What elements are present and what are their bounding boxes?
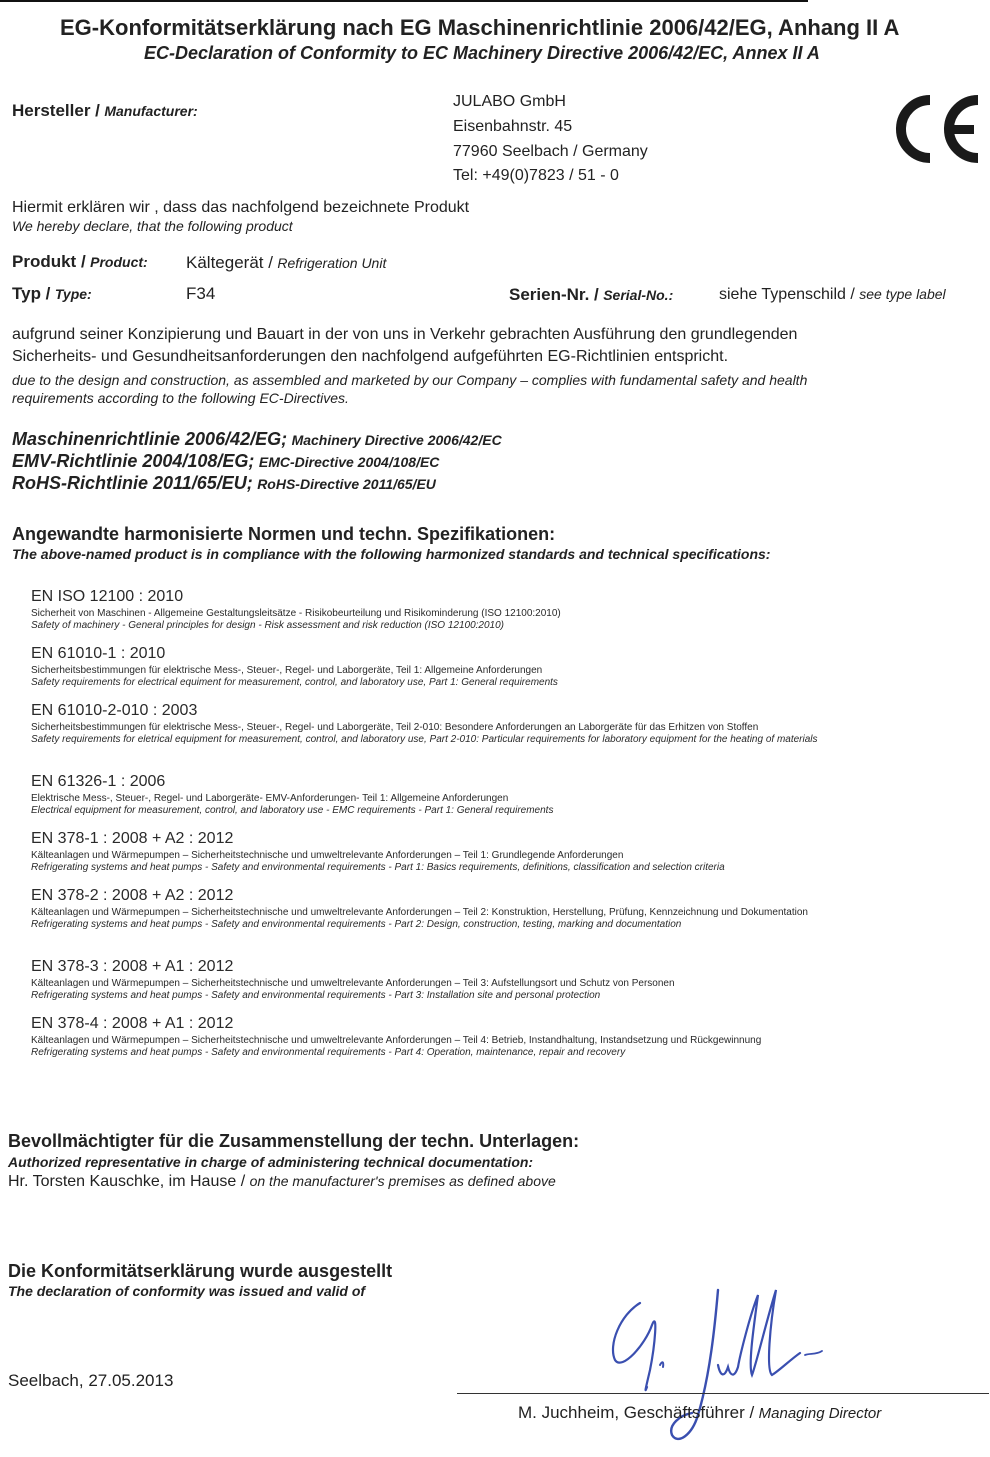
- standard-title-german: Kälteanlagen und Wärmepumpen – Sicherheitstechnische und umweltrelevante Anforderungen – Teil 4: Betrieb, Instandhaltung, Instandsetzung und Rückgewinnung: [31, 1035, 762, 1046]
- manufacturer-street: Eisenbahnstr. 45: [453, 118, 573, 135]
- standard-title-english: Safety requirements for electrical equiment for measurement, control, and laboratory use, Part 1: General requirements: [31, 677, 558, 688]
- standard-code: EN 378-2 : 2008 + A2 : 2012: [31, 887, 234, 904]
- standard-code: EN 61010-2-010 : 2003: [31, 702, 198, 719]
- ce-mark-icon: [890, 92, 982, 166]
- top-rule: [0, 0, 808, 2]
- standard-title-german: Elektrische Mess-, Steuer-, Regel- und Laborgeräte- EMV-Anforderungen- Teil 1: Allgemeine Anforderungen: [31, 793, 509, 804]
- manufacturer-tel: Tel: +49(0)7823 / 51 - 0: [453, 167, 619, 184]
- standard-title-german: Sicherheitsbestimmungen für elektrische Mess-, Steuer-, Regel- und Laborgeräte, Teil 2-010: Besondere Anforderungen an Laborgeräte für das Erhitzen von Stoffen: [31, 722, 759, 733]
- standard-code: EN ISO 12100 : 2010: [31, 588, 184, 605]
- standard-title-german: Kälteanlagen und Wärmepumpen – Sicherheitstechnische und umweltrelevante Anforderungen – Teil 2: Konstruktion, Herstellung, Prüfung, Kennzeichnung und Dokumentation: [31, 907, 808, 918]
- standard-item: [31, 701, 931, 746]
- standard-title-english: Safety requirements for eletrical equipment for measurement, control, and laboratory use, Part 2-010: Particular requirements for laboratory equipment for the heating of materials: [31, 734, 818, 745]
- standards-heading-english: The above-named product is in compliance with the following harmonized standards and technical specifications:: [12, 546, 771, 562]
- standard-title-german: Kälteanlagen und Wärmepumpen – Sicherheitstechnische und umweltrelevante Anforderungen – Teil 3: Aufstellungsort und Schutz von Personen: [31, 978, 675, 989]
- issued-heading-german: Die Konformitätserklärung wurde ausgestellt: [8, 1261, 393, 1281]
- manufacturer-name: JULABO GmbH: [453, 93, 566, 110]
- standard-title-english: Electrical equipment for measurement, control, and laboratory use - EMC requirements - Part 1: General requirements: [31, 805, 554, 816]
- product-label: Produkt / Product:: [12, 252, 148, 271]
- representative-name: Hr. Torsten Kauschke, im Hause / on the manufacturer's premises as defined above: [8, 1173, 556, 1190]
- standard-item: [31, 957, 931, 1002]
- manufacturer-label: Hersteller / Manufacturer:: [12, 101, 198, 120]
- standard-code: EN 378-4 : 2008 + A1 : 2012: [31, 1015, 234, 1032]
- standard-title-english: Refrigerating systems and heat pumps - Safety and environmental requirements - Part 1: Basics requirements, definitions, classification and selection criteria: [31, 862, 725, 873]
- compliance-english-line1: due to the design and construction, as assembled and marketed by our Company – complies with fundamental safety and health: [12, 372, 808, 388]
- intro-german: Hiermit erklären wir , dass das nachfolgend bezeichnete Produkt: [12, 199, 470, 216]
- standard-code: EN 61326-1 : 2006: [31, 773, 166, 790]
- compliance-english-line2: requirements according to the following EC-Directives.: [12, 390, 349, 406]
- standard-item: [31, 587, 931, 632]
- issued-heading-english: The declaration of conformity was issued and valid of: [8, 1283, 366, 1299]
- standard-item: [31, 772, 931, 817]
- type-value: F34: [186, 284, 216, 303]
- representative-heading-english: Authorized representative in charge of administering technical documentation:: [8, 1154, 534, 1170]
- standard-code: EN 378-3 : 2008 + A1 : 2012: [31, 958, 234, 975]
- intro-english: We hereby declare, that the following product: [12, 218, 293, 234]
- standard-item: [31, 886, 931, 931]
- standard-title-english: Refrigerating systems and heat pumps - Safety and environmental requirements - Part 4: Operation, maintenance, repair and recovery: [31, 1047, 626, 1058]
- standard-title-german: Sicherheitsbestimmungen für elektrische Mess-, Steuer-, Regel- und Laborgeräte, Teil 1: Allgemeine Anforderungen: [31, 665, 543, 676]
- standard-title-english: Safety of machinery - General principles for design - Risk assessment and risk reduction (ISO 12100:2010): [31, 620, 504, 631]
- standard-title-german: Sicherheit von Maschinen - Allgemeine Gestaltungsleitsätze - Risikobeurteilung und Risikominderung (ISO 12100:2010): [31, 608, 561, 619]
- ce-mark-logo: [890, 92, 982, 171]
- representative-heading-german: Bevollmächtigter für die Zusammenstellung der techn. Unterlagen:: [8, 1131, 580, 1151]
- standard-code: EN 378-1 : 2008 + A2 : 2012: [31, 830, 234, 847]
- standard-title-english: Refrigerating systems and heat pumps - Safety and environmental requirements - Part 3: Installation site and personal protection: [31, 990, 601, 1001]
- directive-machinery: Maschinenrichtlinie 2006/42/EG; Machinery Directive 2006/42/EC: [12, 429, 502, 449]
- title-english: EC-Declaration of Conformity to EC Machinery Directive 2006/42/EC, Annex II A: [144, 43, 820, 63]
- standard-title-german: Kälteanlagen und Wärmepumpen – Sicherheitstechnische und umweltrelevante Anforderungen – Teil 1: Grundlegende Anforderungen: [31, 850, 624, 861]
- product-value: Kältegerät / Refrigeration Unit: [186, 253, 387, 272]
- standard-item: [31, 1014, 931, 1059]
- serial-label: Serien-Nr. / Serial-No.:: [509, 285, 674, 304]
- standards-heading-german: Angewandte harmonisierte Normen und techn. Spezifikationen:: [12, 524, 556, 544]
- compliance-german-line2: Sicherheits- und Gesundheitsanforderungen den nachfolgend aufgeführten EG-Richtlinien entspricht.: [12, 348, 729, 365]
- standard-item: [31, 644, 931, 689]
- serial-value: siehe Typenschild / see type label: [719, 286, 946, 303]
- standard-code: EN 61010-1 : 2010: [31, 645, 166, 662]
- standard-title-english: Refrigerating systems and heat pumps - Safety and environmental requirements - Part 2: Design, construction, testing, marking and documentation: [31, 919, 682, 930]
- title-german: EG-Konformitätserklärung nach EG Maschinenrichtlinie 2006/42/EG, Anhang II A: [60, 15, 900, 40]
- handwritten-signature: [600, 1275, 860, 1450]
- directive-emc: EMV-Richtlinie 2004/108/EG; EMC-Directive 2004/108/EC: [12, 451, 440, 471]
- standard-item: [31, 829, 931, 874]
- directive-rohs: RoHS-Richtlinie 2011/65/EU; RoHS-Directive 2011/65/EU: [12, 473, 436, 493]
- manufacturer-city: 77960 Seelbach / Germany: [453, 143, 648, 160]
- place-date: Seelbach, 27.05.2013: [8, 1371, 174, 1390]
- type-label: Typ / Type:: [12, 284, 92, 303]
- signature-line: [457, 1393, 989, 1394]
- compliance-german-line1: aufgrund seiner Konzipierung und Bauart in der von uns in Verkehr gebrachten Ausführung den grundlegenden: [12, 326, 798, 343]
- signer-name: M. Juchheim, Geschäftsführer / Managing Director: [518, 1403, 882, 1422]
